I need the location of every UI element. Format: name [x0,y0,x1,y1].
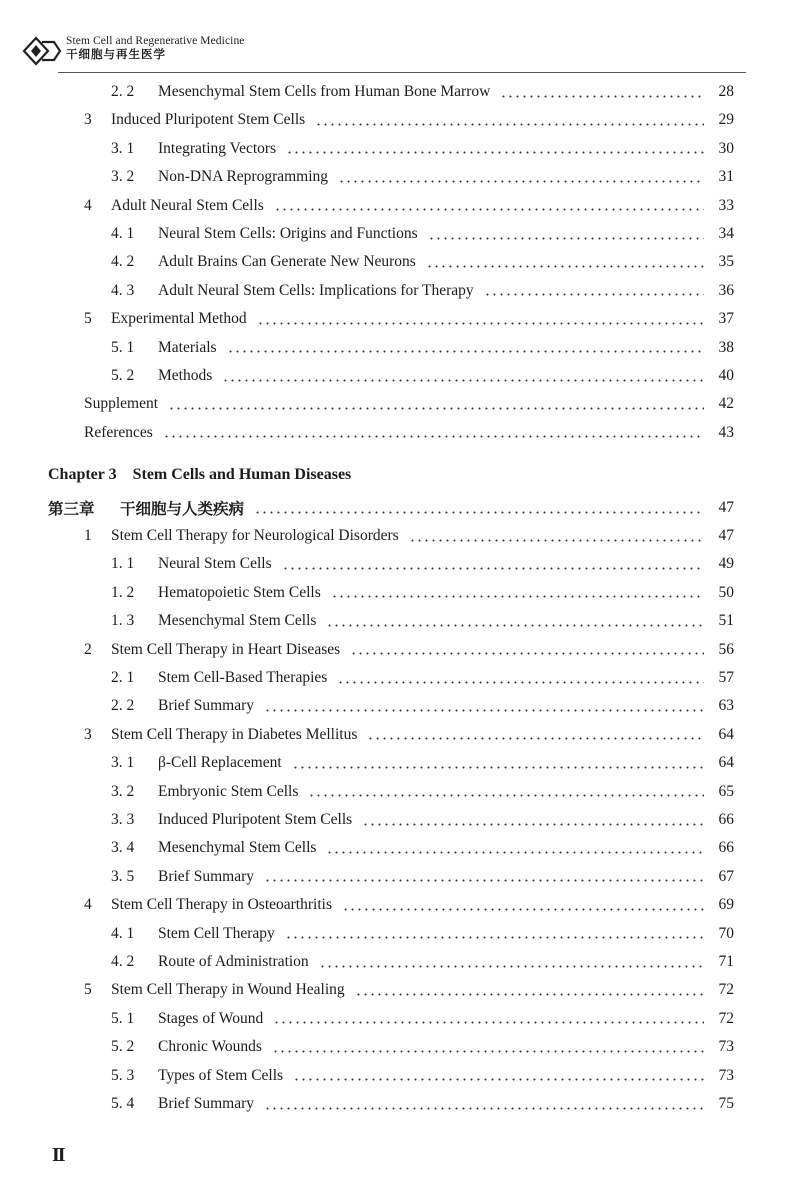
toc-entry-title: Experimental Method [111,310,247,328]
toc-entry-page: 47 [718,527,734,544]
dot-leader [409,539,704,542]
dot-leader [285,936,704,939]
dot-leader [163,435,704,438]
toc-entry[interactable] [111,806,734,834]
toc-entry-title: Stem Cell Therapy in Osteoarthritis [111,896,332,914]
toc-entry-page: 66 [718,839,734,857]
toc-entry-number: 4. 1 [111,225,135,242]
toc-entry-page: 75 [718,1095,734,1112]
toc-entry[interactable] [111,749,734,777]
book-logo-icon [22,34,62,68]
toc-entry-number: 3. 2 [111,168,135,186]
toc-entry-title: Chronic Wounds [158,1038,262,1056]
toc-entry-number: 4. 2 [111,953,135,970]
toc-entry-page: 34 [718,225,734,242]
dot-leader [428,237,704,240]
toc-entry-title: Adult Neural Stem Cells [111,196,264,214]
toc-entry[interactable] [84,419,734,447]
dot-leader [272,1050,704,1053]
header-divider [58,72,746,73]
toc-entry-number: 5 [84,310,92,328]
toc-entry[interactable] [111,1062,734,1090]
toc-entry-number: 1. 3 [111,612,135,630]
toc-entry-number: 3. 1 [111,139,135,157]
header-title-cn: 干细胞与再生医学 [66,49,166,61]
toc-entry-page: 31 [718,168,734,186]
toc-entry-page: 72 [718,1009,734,1027]
dot-leader [264,1107,704,1110]
toc-entry-number: 1. 1 [111,555,135,573]
toc-entry-page: 30 [718,139,734,157]
toc-entry[interactable] [111,834,734,862]
toc-entry-page: 73 [718,1038,734,1056]
toc-entry[interactable] [111,1090,734,1118]
dot-leader [337,681,704,684]
chapter-number: Chapter 3 [48,466,117,483]
toc-entry-title: Mesenchymal Stem Cells [158,839,317,857]
toc-entry-page: 38 [718,338,734,356]
dot-leader [227,350,704,353]
toc-entry-title: Adult Neural Stem Cells: Implications for Therapy [158,281,474,299]
toc-entry-number: 3 [84,725,92,743]
toc-entry-page: 73 [718,1066,734,1084]
toc-entry-number: 5. 2 [111,1038,135,1056]
toc-entry[interactable] [111,607,734,635]
dot-leader [257,322,704,325]
toc-entry[interactable] [84,390,734,418]
toc-entry-number: 第三章 [48,500,95,518]
toc-entry-number: 3. 2 [111,782,135,800]
toc-entry-number: 1. 2 [111,583,135,601]
toc-entry[interactable] [84,976,734,1004]
toc-entry-title: 干细胞与人类疾病 [120,500,245,518]
toc-entry-number: 5 [84,981,92,999]
toc-entry-title: Brief Summary [158,867,254,885]
toc-entry-page: 33 [718,196,734,214]
dot-leader [315,123,704,126]
toc-entry[interactable] [111,248,734,276]
toc-entry-title: Stages of Wound [158,1009,264,1027]
toc-entry-number: 4. 2 [111,253,135,271]
toc-entry-title: Mesenchymal Stem Cells from Human Bone Marrow [158,83,491,100]
dot-leader [292,766,704,769]
toc-entry[interactable] [111,550,734,578]
dot-leader [319,965,704,968]
toc-entry-page: 69 [718,896,734,914]
toc-entry-number: 5. 1 [111,338,135,356]
toc-entry-number: 3. 1 [111,754,135,772]
toc-entry[interactable] [111,1005,734,1033]
toc-entry-number: 4. 1 [111,924,135,942]
toc-entry-title: References [84,423,153,441]
toc-entry-number: 2. 2 [111,697,135,715]
toc-entry[interactable] [84,106,734,134]
toc-entry-page: 66 [718,811,734,828]
toc-entry-page: 47 [718,499,734,516]
dot-leader [264,879,704,882]
toc-entry[interactable] [111,664,734,692]
toc-entry-number: 3. 4 [111,839,135,857]
toc-entry-title: Stem Cell-Based Therapies [158,669,328,686]
dot-leader [308,794,704,797]
toc-entry[interactable] [111,948,734,976]
toc-entry-page: 50 [718,583,734,601]
toc-entry[interactable] [111,692,734,720]
toc-entry[interactable] [111,1033,734,1061]
toc-entry-title: Stem Cell Therapy in Wound Healing [111,981,345,999]
toc-entry-title: Stem Cell Therapy [158,924,275,942]
toc-entry-page: 65 [718,782,734,800]
toc-entry-chapter-cn[interactable] [48,494,734,522]
dot-leader [274,208,704,211]
dot-leader [326,851,704,854]
toc-entry-page: 42 [718,395,734,413]
toc-entry-page: 40 [718,367,734,384]
toc-entry-page: 71 [718,953,734,970]
toc-entry-number: 4 [84,196,92,214]
toc-entry-title: Types of Stem Cells [158,1066,284,1084]
dot-leader [500,95,704,98]
toc-entry-number: 5. 4 [111,1095,135,1112]
toc-entry[interactable] [111,579,734,607]
toc-entry-number: 4. 3 [111,281,135,299]
toc-entry-number: 1 [84,527,92,544]
toc-entry-page: 36 [718,281,734,299]
dot-leader [293,1078,704,1081]
dot-leader [350,652,704,655]
toc-entry-page: 43 [718,423,734,441]
toc-entry-title: Embryonic Stem Cells [158,782,299,800]
toc-entry-title: Stem Cell Therapy in Heart Diseases [111,640,341,658]
toc-entry[interactable] [111,135,734,163]
toc-entry[interactable] [84,891,734,919]
toc-entry-number: 2. 2 [111,83,135,100]
dot-leader [355,993,704,996]
toc-entry-page: 70 [718,924,734,942]
dot-leader [338,180,704,183]
toc-entry-page: 28 [718,83,734,100]
toc-entry-title: Materials [158,338,217,356]
toc-entry-number: 3. 5 [111,867,135,885]
toc-entry[interactable] [111,277,734,305]
chapter-heading-en [48,466,351,484]
toc-entry[interactable] [84,721,734,749]
toc-entry-title: Methods [158,367,213,384]
toc-entry-page: 57 [718,669,734,686]
dot-leader [264,709,704,712]
toc-entry-page: 37 [718,310,734,328]
toc-entry[interactable] [111,220,734,248]
toc-entry-title: Induced Pluripotent Stem Cells [111,111,306,129]
toc-entry-page: 67 [718,867,734,885]
toc-entry-title: β-Cell Replacement [158,754,282,772]
toc-entry-title: Route of Administration [158,953,309,970]
toc-entry-title: Hematopoietic Stem Cells [158,583,321,601]
header-title-en: Stem Cell and Regenerative Medicine [66,35,245,47]
dot-leader [282,567,704,570]
toc-entry-page: 51 [718,612,734,630]
dot-leader [367,737,704,740]
header-text [66,34,245,62]
toc-entry[interactable] [111,362,734,390]
dot-leader [426,265,704,268]
toc-entry-title: Brief Summary [158,697,254,715]
toc-entry[interactable] [111,778,734,806]
toc-entry[interactable] [111,863,734,891]
toc-entry[interactable] [111,920,734,948]
toc-entry[interactable] [111,163,734,191]
toc-entry[interactable] [84,522,734,550]
toc-entry-title: Neural Stem Cells [158,555,272,573]
dot-leader [168,407,704,410]
toc-entry-title: Non-DNA Reprogramming [158,168,329,186]
toc-entry-page: 56 [718,640,734,658]
toc-entry[interactable] [84,636,734,664]
toc-entry-page: 72 [718,981,734,999]
toc-entry[interactable] [111,334,734,362]
toc-entry-title: Stem Cell Therapy for Neurological Disorders [111,527,399,544]
toc-entry-page: 29 [718,111,734,129]
toc-entry-number: 2. 1 [111,669,135,686]
toc-entry-title: Stem Cell Therapy in Diabetes Mellitus [111,725,358,743]
toc-entry-title: Supplement [84,395,159,413]
toc-entry-number: 2 [84,640,92,658]
toc-entry-page: 64 [718,754,734,772]
toc-entry-title: Adult Brains Can Generate New Neurons [158,253,416,271]
dot-leader [362,823,704,826]
dot-leader [326,624,704,627]
toc-entry[interactable] [84,192,734,220]
toc-entry-number: 3. 3 [111,811,135,828]
toc-entry[interactable] [111,78,734,106]
dot-leader [286,151,704,154]
toc-entry-title: Neural Stem Cells: Origins and Functions [158,225,418,242]
dot-leader [484,293,704,296]
page-number: II [52,1144,64,1166]
toc-entry-title: Induced Pluripotent Stem Cells [158,811,353,828]
dot-leader [222,379,704,382]
chapter-title: Stem Cells and Human Diseases [132,466,352,483]
toc-entry[interactable] [84,305,734,333]
toc-entry-number: 5. 1 [111,1009,135,1027]
toc-entry-page: 35 [718,253,734,271]
toc-entry-page: 63 [718,697,734,715]
toc-entry-number: 5. 3 [111,1066,135,1084]
toc-entry-title: Brief Summary [158,1095,254,1112]
dot-leader [254,511,704,514]
dot-leader [342,908,704,911]
toc-entry-number: 3 [84,111,92,129]
toc-entry-title: Integrating Vectors [158,139,277,157]
toc-entry-number: 5. 2 [111,367,135,384]
dot-leader [273,1021,704,1024]
toc-entry-page: 64 [718,725,734,743]
toc-entry-title: Mesenchymal Stem Cells [158,612,317,630]
dot-leader [331,595,704,598]
toc-entry-number: 4 [84,896,92,914]
toc-entry-page: 49 [718,555,734,573]
